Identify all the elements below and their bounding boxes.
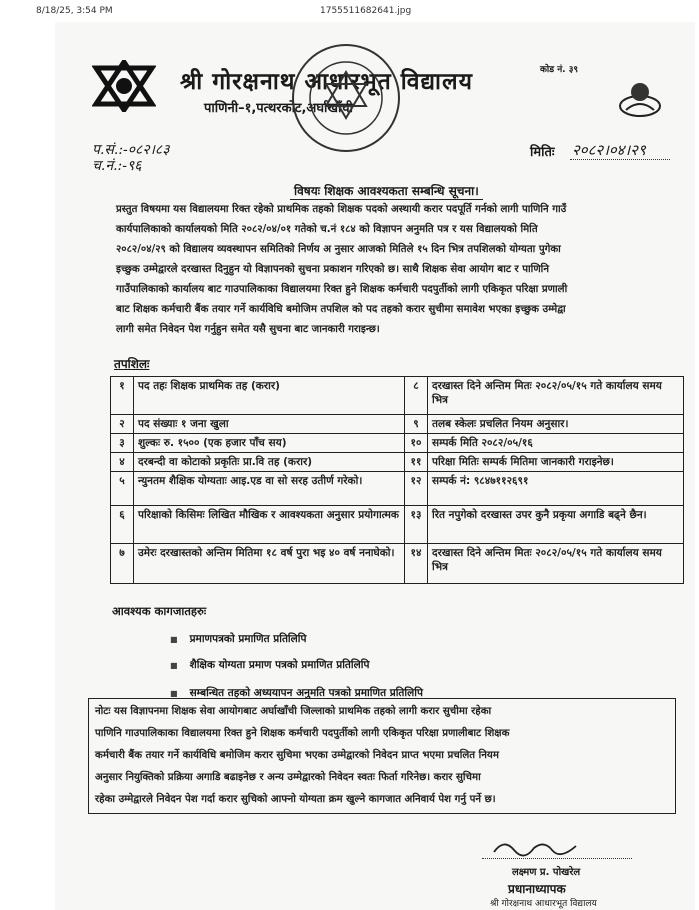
table-row (111, 544, 684, 584)
reference-number: प.सं.:-०८२।८३ (92, 142, 170, 158)
note-box (88, 698, 676, 814)
table-cell: सम्पर्क नं: ९८४७११२६९१ (428, 472, 684, 506)
print-filename: 1755511682641.jpg (320, 6, 412, 16)
star-logo-icon (92, 60, 156, 112)
date-label: मितिः (530, 145, 555, 160)
row-number: ३ (111, 434, 134, 453)
row-number: २ (111, 415, 134, 434)
row-number: ११ (405, 453, 428, 472)
row-number: ६ (111, 506, 134, 544)
table-cell: परिक्षाको किसिमः लिखित मौखिक र आवश्यकता अनुसार प्रयोगात्मक (134, 506, 405, 544)
table-cell: शुल्कः रु. १५०० (एक हजार पाँच सय) (134, 434, 405, 453)
body-line: गाउँपालिकाको कार्यालय बाट गाउपालिकाका विद्यालयमा रिक्त हुने शिक्षक कर्मचारी पदपुर्तीको लागी एकिकृत परिक्षा प्रणाली (116, 284, 568, 295)
table-cell: दरखास्त दिने अन्तिम मितः २०८२/०५/१५ गते कार्यालय समय भित्र (428, 377, 684, 415)
row-number: १ (111, 377, 134, 415)
body-line: बाट शिक्षक कर्मचारी बैंक तयार गर्ने कार्यविधि बमोजिम तपशिल को पद तहको करार सुचीमा समावेश भएका इच्छुक उम्मेद्वा (116, 304, 566, 315)
table-cell: दरबन्दी वा कोटाको प्रकृतिः प्रा.वि तह (करार) (134, 453, 405, 472)
details-label: तपशिलः (114, 357, 150, 371)
subject-line: विषयः शिक्षक आवश्यकता सम्बन्धि सूचना। (290, 182, 483, 200)
deity-emblem-icon (618, 76, 662, 118)
body-line: कार्यपालिकाको कार्यालयको मिति २०८२/०४/०१ गतेको च.नं १८४ को विज्ञापन अनुमति पत्र र यस विद्यालयको मिति (116, 224, 538, 235)
table-row (111, 506, 684, 544)
table-cell: न्युनतम शैक्षिक योग्यताः आइ.एड वा सो सरह उतीर्ण गरेको। (134, 472, 405, 506)
row-number: ५ (111, 472, 134, 506)
row-number: ९ (405, 415, 428, 434)
row-number: १० (405, 434, 428, 453)
row-number: १२ (405, 472, 428, 506)
date-underline (570, 159, 670, 160)
body-line: प्रस्तुत विषयमा यस विद्यालयमा रिक्त रहेको प्राथमिक तहको शिक्षक पदको अस्थायी करार पदपूर्ति गर्नको लागी पाणिनि गाउँ (116, 204, 567, 215)
print-datetime: 8/18/25, 3:54 PM (36, 6, 113, 16)
table-cell: उमेरः दरखास्तको अन्तिम मितिमा १८ वर्ष पुरा भइ ४० वर्ष ननाघेको। (134, 544, 405, 584)
row-number: १४ (405, 544, 428, 584)
table-cell: तलब स्केलः प्रचलित नियम अनुसार। (428, 415, 684, 434)
table-cell: पद संख्याः १ जना खुला (134, 415, 405, 434)
document-item: ■ शैक्षिक योग्यता प्रमाण पत्रको प्रमाणित प्रतिलिपि (170, 658, 369, 672)
table-row (111, 434, 684, 453)
dispatch-number: च.नं.:-९६ (92, 158, 142, 174)
school-address: पाणिनी–१,पत्थरकोट,अर्घाखाँची (204, 101, 354, 116)
table-cell: परिक्षा मितिः सम्पर्क मितिमा जानकारी गराइनेछ। (428, 453, 684, 472)
table-row (111, 377, 684, 415)
document-item: ■ सम्बन्धित तहको अध्ययापन अनुमति पत्रको प्रमाणित प्रतिलिपि (170, 686, 423, 700)
signatory-title: प्रधानाध्यापक (508, 882, 566, 896)
table-cell: रित नपुगेको दरखास्त उपर कुनै प्रकृया अगाडि बढ्ने छैन। (428, 506, 684, 544)
body-line: इच्छुक उम्मेद्वारले दरखास्त दिनुहुन यो विज्ञापनको सुचना प्रकाशन गरिएको छ। साथै शिक्षक सेवा आयोग बाट र पाणिनि (116, 264, 549, 275)
row-number: १३ (405, 506, 428, 544)
signatory-school: श्री गोरक्षनाथ आधारभूत विद्यालय (490, 899, 597, 909)
table-row (111, 415, 684, 434)
table-row (111, 472, 684, 506)
note-line: कर्मचारी बैंक तयार गर्ने कार्यविधि बमोजिम करार सुचिमा भएका उम्मेद्वारको निवेदन प्राप्त भएमा प्रचलित नियम (95, 750, 499, 761)
row-number: ४ (111, 453, 134, 472)
note-line: नोटः यस विज्ञापनमा शिक्षक सेवा आयोगबाट अर्घाखाँची जिल्लाको प्राथमिक तहको लागी करार सुचीमा रहेका (95, 706, 492, 717)
note-line: रहेका उम्मेद्वारले निवेदन पेश गर्दा करार सुचिको आफ्नो योग्यता क्रम खुल्ने कागजात अनिवार्य पेश गर्नु पर्ने छ। (95, 794, 496, 805)
table-cell: सम्पर्क मिति २०८२/०५/१६ (428, 434, 684, 453)
signatory-name: लक्ष्मण प्र. पोखरेल (512, 867, 581, 878)
document-item: ■ प्रमाणपत्रको प्रमाणित प्रतिलिपि (170, 632, 306, 646)
table-cell: दरखास्त दिने अन्तिम मितः २०८२/०५/१५ गते कार्यालय समय भित्र (428, 544, 684, 584)
body-line: लागी समेत निवेदन पेश गर्नुहुन समेत यसै सुचना बाट जानकारी गराइन्छ। (116, 324, 380, 335)
body-line: २०८२/०४/२९ को विद्यालय व्यवस्थापन समितिको निर्णय अ नुसार आजको मितिले १५ दिन भित्र तपशिलको योग्यता पुगेका (116, 244, 561, 255)
school-name: श्री गोरक्षनाथ आधारभूत विद्यालय (180, 68, 473, 95)
date-value: २०८२।०४।२९ (572, 141, 646, 159)
table-row (111, 453, 684, 472)
table-cell: पद तहः शिक्षक प्राथमिक तह (करार) (134, 377, 405, 415)
handwritten-signature (490, 836, 580, 860)
school-stamp (290, 42, 402, 154)
note-line: अनुसार नियुक्तिको प्रक्रिया अगाडि बढाइनेछ र अन्य उम्मेद्वारको निवेदन स्वतः फिर्ता गरिनेछ। करार सुचिमा (95, 772, 481, 783)
note-line: पाणिनि गाउपालिकाका विद्यालयमा रिक्त हुने शिक्षक कर्मचारी पदपुर्तीको लागी एकिकृत परिक्षा प्रणालीबाट शिक्षक (95, 728, 510, 739)
row-number: ८ (405, 377, 428, 415)
details-table (110, 376, 684, 584)
documents-label: आवश्यक कागजातहरुः (112, 604, 207, 618)
notice-body (116, 200, 686, 340)
school-code: कोड नं. ३९ (540, 65, 579, 75)
row-number: ७ (111, 544, 134, 584)
signature-line (482, 858, 632, 859)
